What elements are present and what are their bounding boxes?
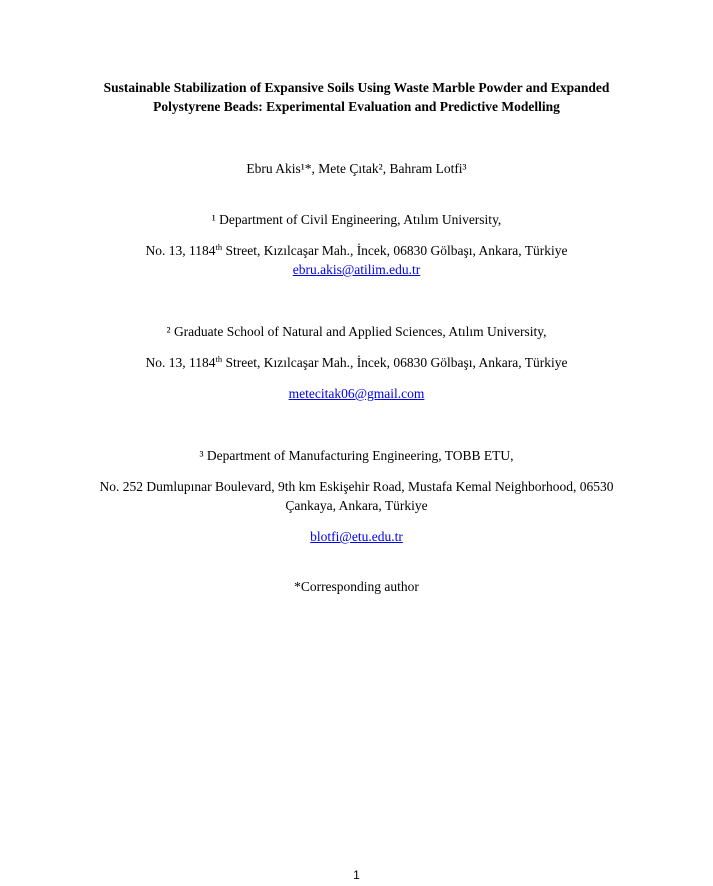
affiliation-1-email-link[interactable]: ebru.akis@atilim.edu.tr (292, 262, 421, 277)
affiliation-3-address-line-2: Çankaya, Ankara, Türkiye (285, 498, 428, 513)
page-number: 1 (353, 868, 360, 882)
affiliation-2-address-start: No. 13, 1184 (145, 355, 216, 370)
affiliation-3-email-link[interactable]: blotfi@etu.edu.tr (310, 529, 403, 544)
affiliation-2-email-link[interactable]: metecitak06@gmail.com (288, 386, 425, 401)
affiliation-3-address-line-1: No. 252 Dumlupınar Boulevard, 9th km Eskişehir Road, Mustafa Kemal Neighborhood, 06530 (99, 479, 614, 494)
affiliation-1-address-end: Street, Kızılcaşar Mah., İncek, 06830 Gölbaşı, Ankara, Türkiye (222, 243, 568, 258)
affiliation-3-email-line (0, 528, 713, 546)
affiliation-1-department: ¹ Department of Civil Engineering, Atılım University, (211, 212, 502, 227)
affiliation-2-address-ordinal: th (215, 354, 223, 364)
author-list: Ebru Akis¹*, Mete Çıtak², Bahram Lotfi³ (246, 161, 467, 176)
affiliation-2-email-line (0, 385, 713, 403)
affiliation-2-department: ² Graduate School of Natural and Applied Sciences, Atılım University, (166, 324, 547, 339)
paper-title-line-2: Polystyrene Beads: Experimental Evaluation and Predictive Modelling (153, 99, 560, 114)
affiliation-2-address-end: Street, Kızılcaşar Mah., İncek, 06830 Gölbaşı, Ankara, Türkiye (222, 355, 568, 370)
affiliation-2-address (0, 354, 713, 372)
affiliation-1-address-ordinal: th (215, 242, 223, 252)
affiliation-3-department: ³ Department of Manufacturing Engineering, TOBB ETU, (199, 448, 514, 463)
paper-title-line-1: Sustainable Stabilization of Expansive Soils Using Waste Marble Powder and Expanded (103, 80, 610, 95)
affiliation-1-email-line (0, 261, 713, 279)
corresponding-author-note: *Corresponding author (294, 579, 419, 594)
affiliation-1-address-start: No. 13, 1184 (145, 243, 216, 258)
affiliation-1-address (0, 242, 713, 260)
